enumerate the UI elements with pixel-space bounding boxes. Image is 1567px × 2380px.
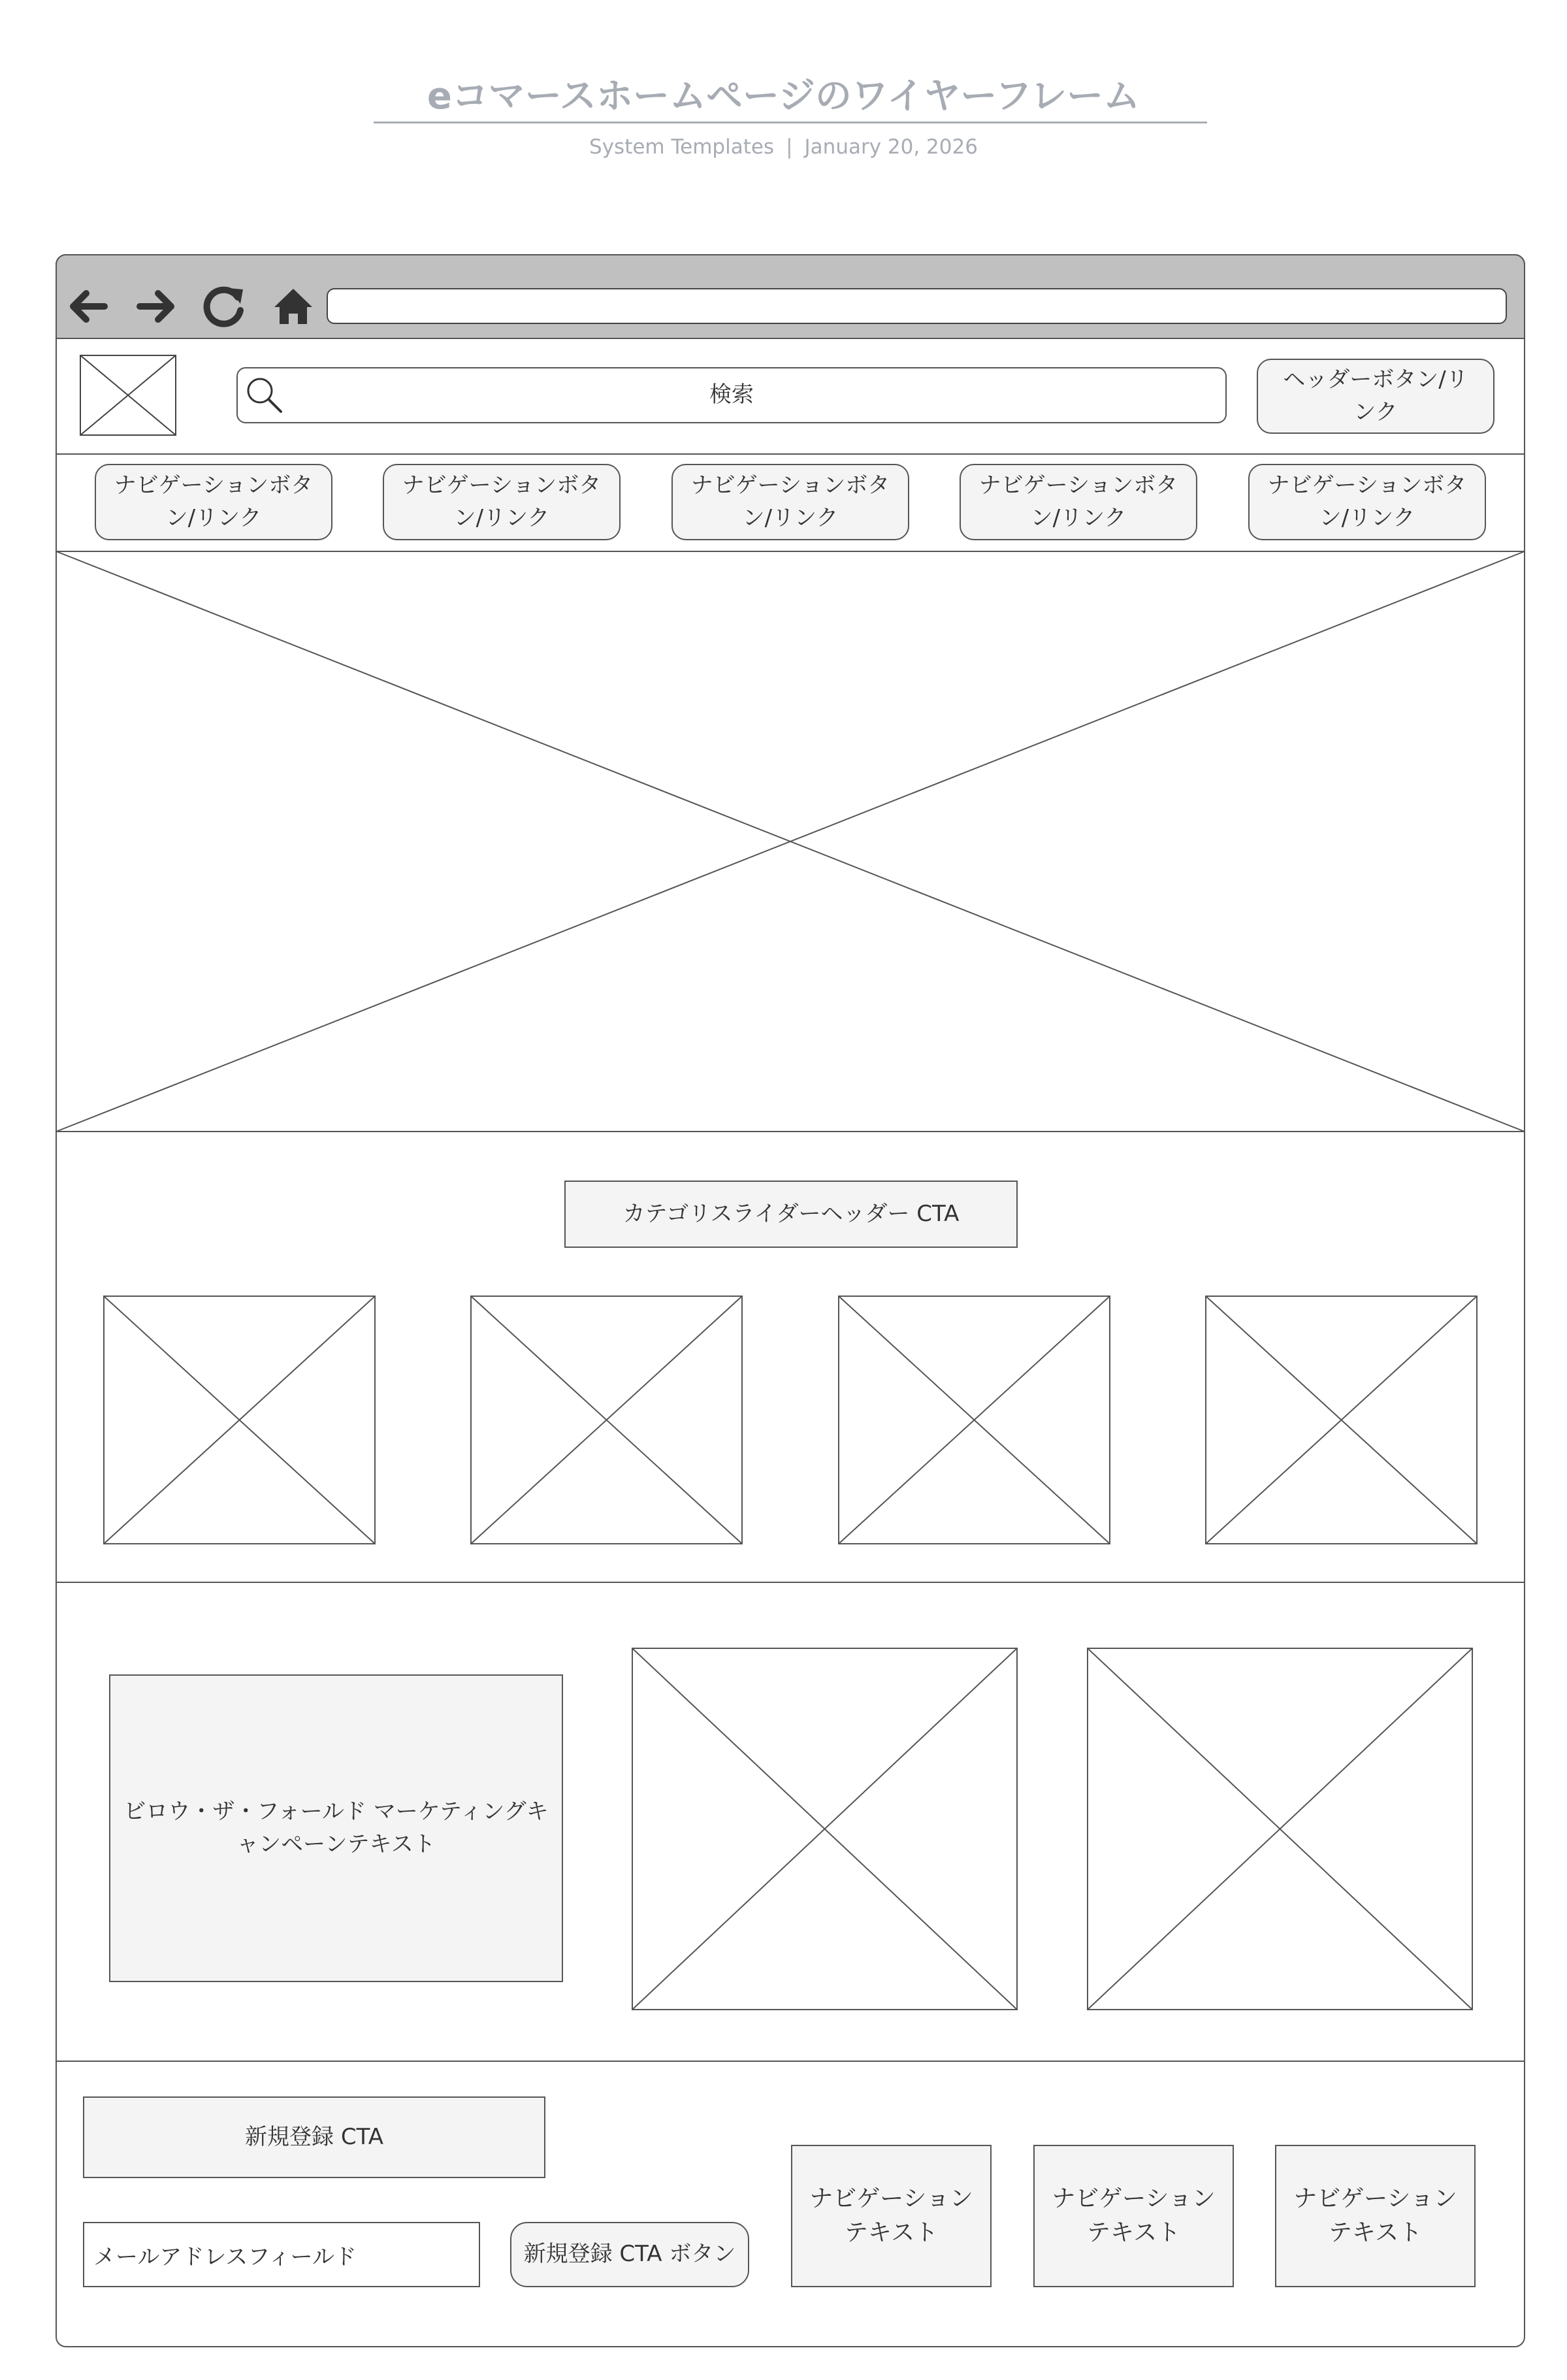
nav-button-label: ナビゲーションボタン/リンク <box>402 472 602 531</box>
signup-cta <box>83 2096 545 2178</box>
nav-button-1[interactable] <box>95 464 332 540</box>
page-subtitle <box>0 131 1567 163</box>
footer-nav-label: ナビゲーションテキスト <box>809 2185 973 2246</box>
category-image-placeholder <box>470 1296 743 1544</box>
signup-button-label: 新規登録 CTA ボタン <box>523 2241 736 2268</box>
subtitle-separator: | <box>786 135 793 159</box>
category-section-divider <box>56 1582 1525 1583</box>
forward-arrow-icon[interactable] <box>133 283 180 330</box>
nav-button-3[interactable] <box>671 464 909 540</box>
product-image-placeholder <box>1087 1648 1473 2010</box>
header-divider <box>56 453 1525 455</box>
hero-image-placeholder <box>56 551 1525 1132</box>
nav-button-label: ナビゲーションボタン/リンク <box>114 472 314 531</box>
footer-nav-text-1[interactable] <box>791 2145 992 2287</box>
title-underline <box>374 122 1207 123</box>
address-bar[interactable] <box>327 288 1507 324</box>
footer-nav-label: ナビゲーションテキスト <box>1293 2185 1457 2246</box>
email-field[interactable] <box>83 2222 480 2287</box>
footer-nav-text-3[interactable] <box>1275 2145 1476 2287</box>
footer-nav-label: ナビゲーションテキスト <box>1052 2185 1216 2246</box>
nav-button-4[interactable] <box>960 464 1197 540</box>
category-slider-header-cta[interactable] <box>564 1181 1018 1248</box>
nav-button-2[interactable] <box>383 464 621 540</box>
page-title: eコマースホームページのワイヤーフレーム <box>427 75 1140 118</box>
back-arrow-icon[interactable] <box>64 283 111 330</box>
header-button-label: ヘッダーボタン/リンク <box>1283 367 1468 425</box>
home-icon[interactable] <box>272 285 315 328</box>
nav-button-label: ナビゲーションボタン/リンク <box>1267 472 1467 531</box>
footer-nav-text-2[interactable] <box>1033 2145 1234 2287</box>
nav-button-label: ナビゲーションボタン/リンク <box>690 472 890 531</box>
signup-cta-button[interactable] <box>510 2222 749 2287</box>
reload-icon[interactable] <box>200 282 250 331</box>
logo-placeholder <box>80 355 176 436</box>
search-placeholder: 検索 <box>709 382 754 408</box>
header-button[interactable] <box>1257 359 1494 434</box>
marketing-campaign-text <box>109 1674 563 1982</box>
category-image-placeholder <box>1205 1296 1478 1544</box>
email-field-placeholder: メールアドレスフィールド <box>93 2243 357 2270</box>
campaign-text-label: ビロウ・ザ・フォールド マーケティングキャンペーンテキスト <box>123 1799 549 1857</box>
product-image-placeholder <box>632 1648 1018 2010</box>
nav-button-5[interactable] <box>1248 464 1486 540</box>
campaign-section-divider <box>56 2061 1525 2062</box>
signup-cta-label: 新規登録 CTA <box>245 2123 383 2150</box>
category-image-placeholder <box>838 1296 1110 1544</box>
subtitle-source: System Templates <box>589 135 775 159</box>
category-cta-label: カテゴリスライダーヘッダー CTA <box>622 1200 960 1227</box>
subtitle-date: January 20, 2026 <box>804 135 978 159</box>
nav-button-label: ナビゲーションボタン/リンク <box>978 472 1178 531</box>
category-image-placeholder <box>103 1296 376 1544</box>
